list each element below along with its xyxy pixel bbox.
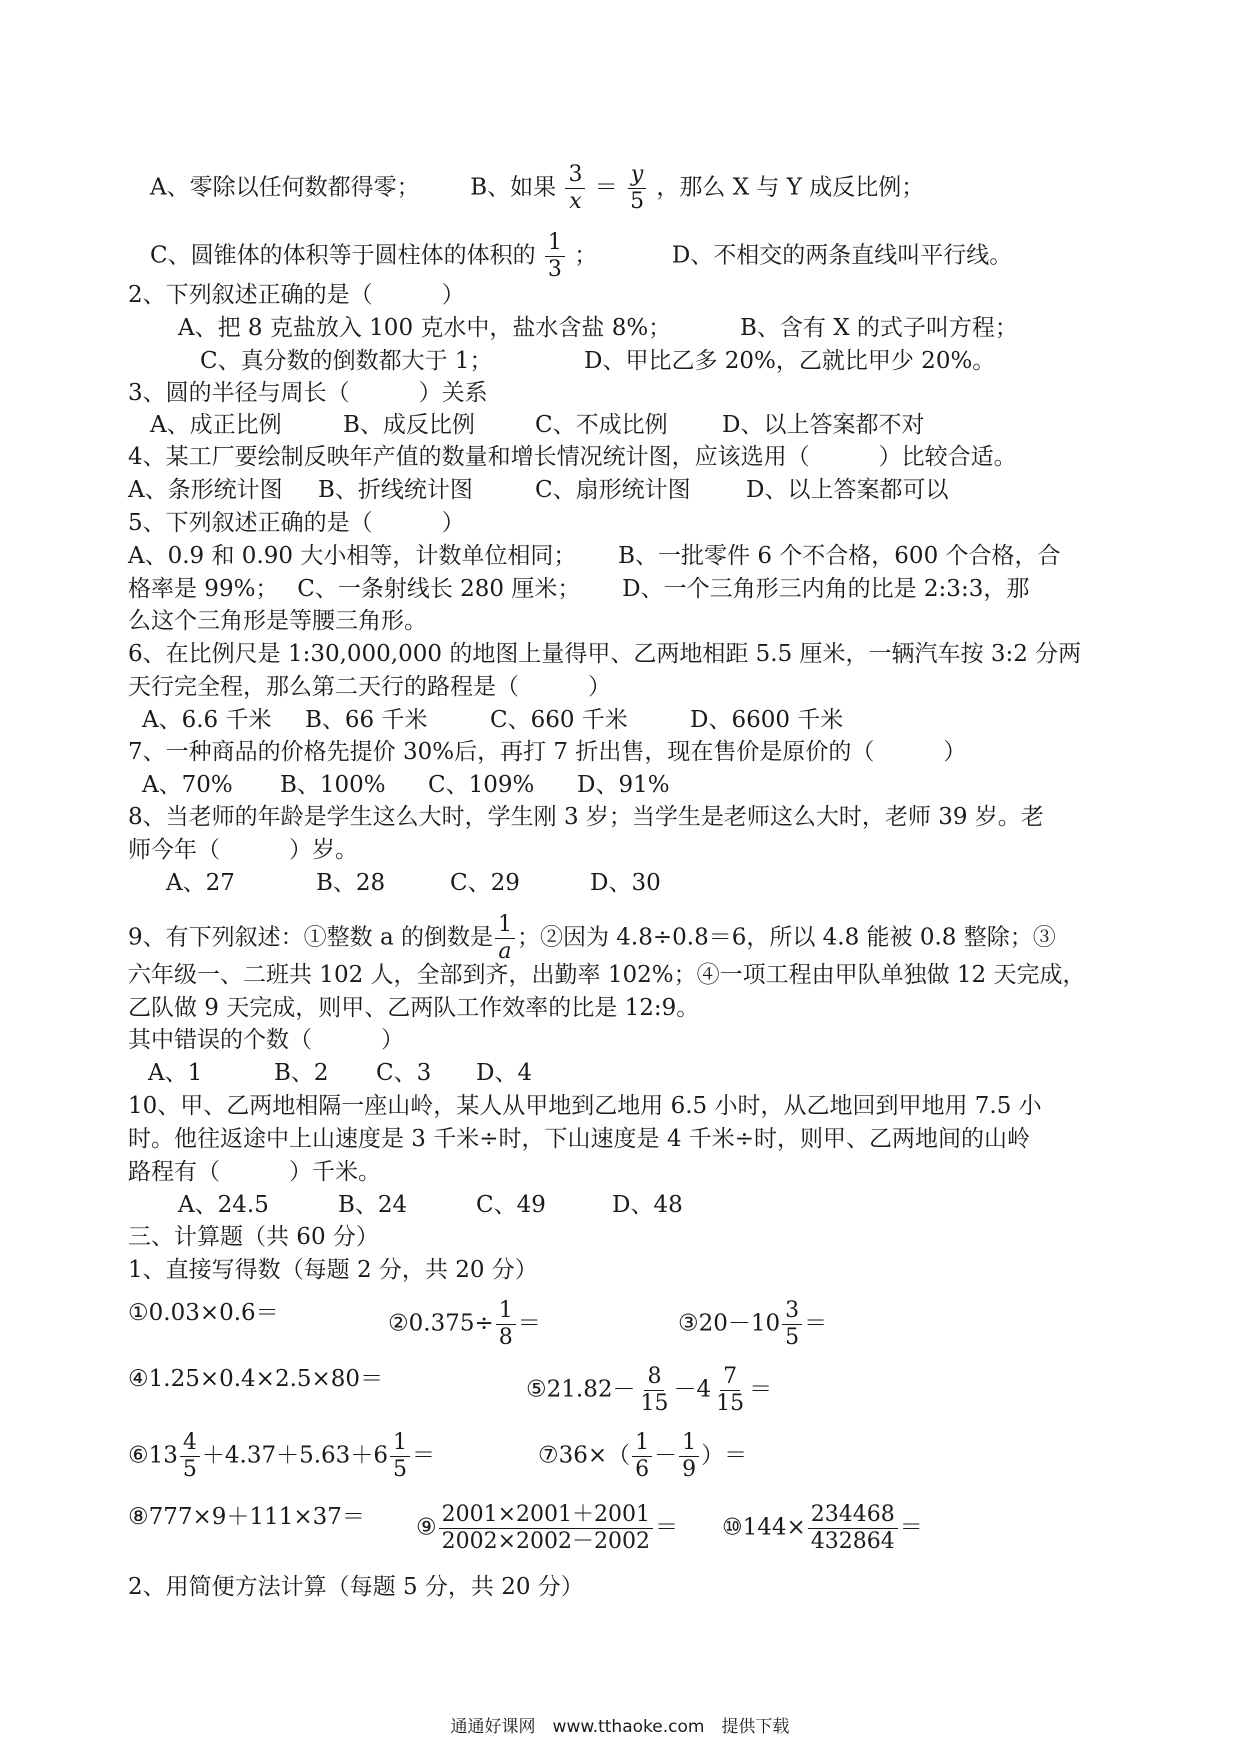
q10-option-a: A、24.5 xyxy=(178,1192,269,1218)
q5-line2: 格率是 99%； C、一条射线长 280 厘米； D、一个三角形三内角的比是 2:3:3，那 xyxy=(128,576,1030,602)
calc-7: ⑦36×（ $\frac{1}{6}$ － $\frac{1}{9}$ ）＝ xyxy=(538,1430,748,1482)
q9-option-c: C、3 xyxy=(376,1060,432,1086)
fraction-4-over-5: $\frac{4}{5}$ xyxy=(180,1430,200,1483)
fraction-1-over-9: $\frac{1}{9}$ xyxy=(679,1430,699,1483)
q1-line1 xyxy=(150,162,924,215)
q1-option-d: D、不相交的两条直线叫平行线。 xyxy=(671,242,1013,269)
calc-1: ①0.03×0.6＝ xyxy=(128,1300,279,1326)
q5-line1: A、0.9 和 0.90 大小相等，计数单位相同； B、一批零件 6 个不合格，600 个合格，合 xyxy=(128,543,1061,569)
q3-option-c: C、不成比例 xyxy=(535,412,668,438)
calc-3: ③20－10 $\frac{3}{5}$ ＝ xyxy=(678,1298,828,1350)
fraction-3-over-x: $\frac{3}{x}$ xyxy=(565,162,585,215)
q3-stem: 3、圆的半径与周长（ ）关系 xyxy=(128,380,488,406)
q9-option-a: A、1 xyxy=(148,1060,203,1086)
q1-option-b-suffix: ，那么 X 与 Y 成反比例； xyxy=(656,174,925,201)
calc-4: ④1.25×0.4×2.5×80＝ xyxy=(128,1366,384,1392)
q2-stem: 2、下列叙述正确的是（ ） xyxy=(128,282,465,308)
q10-option-d: D、48 xyxy=(612,1192,683,1218)
equals-sign: ＝ xyxy=(594,174,618,201)
fraction-1-over-6: $\frac{1}{6}$ xyxy=(632,1430,652,1483)
q2-option-a: A、把 8 克盐放入 100 克水中，盐水含盐 8%； xyxy=(178,315,672,341)
section3-sub1: 1、直接写得数（每题 2 分，共 20 分） xyxy=(128,1257,538,1283)
q7-stem: 7、一种商品的价格先提价 30%后，再打 7 折出售，现在售价是原价的（ ） xyxy=(128,739,967,765)
q5-line3: 么这个三角形是等腰三角形。 xyxy=(128,608,427,634)
q9-line1-prefix: 9、有下列叙述：①整数 a 的倒数是 xyxy=(128,924,493,951)
calc-10: ⑩144× $\frac{234468}{432864}$ ＝ xyxy=(722,1502,923,1554)
q8-option-c: C、29 xyxy=(450,870,520,896)
q8-line1: 8、当老师的年龄是学生这么大时，学生刚 3 岁；当学生是老师这么大时，老师 39 岁。老 xyxy=(128,804,1044,830)
q9-line1-suffix: ；②因为 4.8÷0.8＝6，所以 4.8 能被 0.8 整除；③ xyxy=(516,924,1056,951)
footer-source: 通通好课网 www.tthaoke.com 提供下载 xyxy=(450,1717,790,1737)
q4-stem: 4、某工厂要绘制反映年产值的数量和增长情况统计图，应该选用（ ）比较合适。 xyxy=(128,444,1017,470)
q10-line1: 10、甲、乙两地相隔一座山岭，某人从甲地到乙地用 6.5 小时，从乙地回到甲地用 7.5 小 xyxy=(128,1093,1042,1119)
q7-option-b: B、100% xyxy=(280,772,386,798)
q2-option-c: C、真分数的倒数都大于 1； xyxy=(200,348,493,374)
calc-5: ⑤21.82－ $\frac{8}{15}$ －4 $\frac{7}{15}$ ＝ xyxy=(526,1364,773,1416)
fraction-2001-expression: $\frac{2001\times 2001+2001}{2002\times 2002-2002}$ xyxy=(439,1502,653,1555)
q1-option-c-suffix: ； xyxy=(574,242,598,269)
fraction-1-over-3: $\frac{1}{3}$ xyxy=(545,230,565,283)
q7-option-d: D、91% xyxy=(577,772,670,798)
q8-option-a: A、27 xyxy=(166,870,235,896)
calc-8: ⑧777×9＋111×37＝ xyxy=(128,1504,365,1530)
q1-option-c-prefix: C、圆锥体的体积等于圆柱体的体积的 xyxy=(150,242,536,269)
q10-option-c: C、49 xyxy=(476,1192,546,1218)
q9-option-d: D、4 xyxy=(476,1060,533,1086)
q2-option-b: B、含有 X 的式子叫方程； xyxy=(740,315,1018,341)
q1-line2 xyxy=(150,230,1012,283)
fraction-8-over-15: $\frac{8}{15}$ xyxy=(640,1364,669,1416)
fraction-3-over-5: $\frac{3}{5}$ xyxy=(782,1298,802,1351)
fraction-1-over-a: $\frac{1}{a}$ xyxy=(495,912,515,965)
q10-option-b: B、24 xyxy=(338,1192,408,1218)
q10-line3: 路程有（ ）千米。 xyxy=(128,1159,381,1185)
q9-option-b: B、2 xyxy=(274,1060,329,1086)
q1-option-a: A、零除以任何数都得零； xyxy=(150,174,420,201)
q4-option-c: C、扇形统计图 xyxy=(535,477,691,503)
fraction-1-over-5: $\frac{1}{5}$ xyxy=(390,1430,410,1483)
q7-option-a: A、70% xyxy=(142,772,233,798)
calc-6: ⑥13 $\frac{4}{5}$ ＋4.37＋5.63＋6 $\frac{1}{5}$ ＝ xyxy=(128,1430,435,1482)
q4-option-a: A、条形统计图 xyxy=(128,477,283,503)
calc-2: ②0.375÷ $\frac{1}{8}$ ＝ xyxy=(388,1298,541,1350)
q10-line2: 时。他往返途中上山速度是 3 千米÷时，下山速度是 4 千米÷时，则甲、乙两地间的山岭 xyxy=(128,1126,1031,1152)
q5-stem: 5、下列叙述正确的是（ ） xyxy=(128,510,465,536)
q2-option-d: D、甲比乙多 20%，乙就比甲少 20%。 xyxy=(584,348,996,374)
calc-9: ⑨ $\frac{2001\times 2001+2001}{2002\times 2002-2002}$ ＝ xyxy=(416,1502,679,1554)
q1-option-b-prefix: B、如果 xyxy=(470,174,557,201)
q9-line1 xyxy=(128,912,1056,965)
q3-option-b: B、成反比例 xyxy=(343,412,475,438)
q6-line1: 6、在比例尺是 1:30,000,000 的地图上量得甲、乙两地相距 5.5 厘米，一辆汽车按 3:2 分两 xyxy=(128,641,1082,667)
q6-option-a: A、6.6 千米 xyxy=(142,707,272,733)
q8-option-d: D、30 xyxy=(590,870,661,896)
q6-option-c: C、660 千米 xyxy=(490,707,628,733)
section3-title: 三、计算题（共 60 分） xyxy=(128,1224,379,1250)
fraction-234468-over-432864: $\frac{234468}{432864}$ xyxy=(808,1502,898,1555)
q4-option-d: D、以上答案都可以 xyxy=(746,477,949,503)
q6-option-d: D、6600 千米 xyxy=(690,707,844,733)
section3-sub2: 2、用简便方法计算（每题 5 分，共 20 分） xyxy=(128,1574,584,1600)
q9-line3: 乙队做 9 天完成，则甲、乙两队工作效率的比是 12:9。 xyxy=(128,995,700,1021)
fraction-1-over-8: $\frac{1}{8}$ xyxy=(496,1298,516,1351)
fraction-y-over-5: $\frac{y}{5}$ xyxy=(627,162,647,215)
q6-line2: 天行完全程，那么第二天行的路程是（ ） xyxy=(128,674,611,700)
q7-option-c: C、109% xyxy=(428,772,535,798)
q9-line4: 其中错误的个数（ ） xyxy=(128,1027,404,1053)
fraction-7-over-15: $\frac{7}{15}$ xyxy=(716,1364,745,1416)
q9-line2: 六年级一、二班共 102 人，全部到齐，出勤率 102%；④一项工程由甲队单独做 12 天完成， xyxy=(128,962,1086,988)
q3-option-a: A、成正比例 xyxy=(150,412,282,438)
q3-option-d: D、以上答案都不对 xyxy=(722,412,925,438)
q6-option-b: B、66 千米 xyxy=(305,707,428,733)
q4-option-b: B、折线统计图 xyxy=(318,477,473,503)
q8-line2: 师今年（ ）岁。 xyxy=(128,837,358,863)
q8-option-b: B、28 xyxy=(316,870,386,896)
